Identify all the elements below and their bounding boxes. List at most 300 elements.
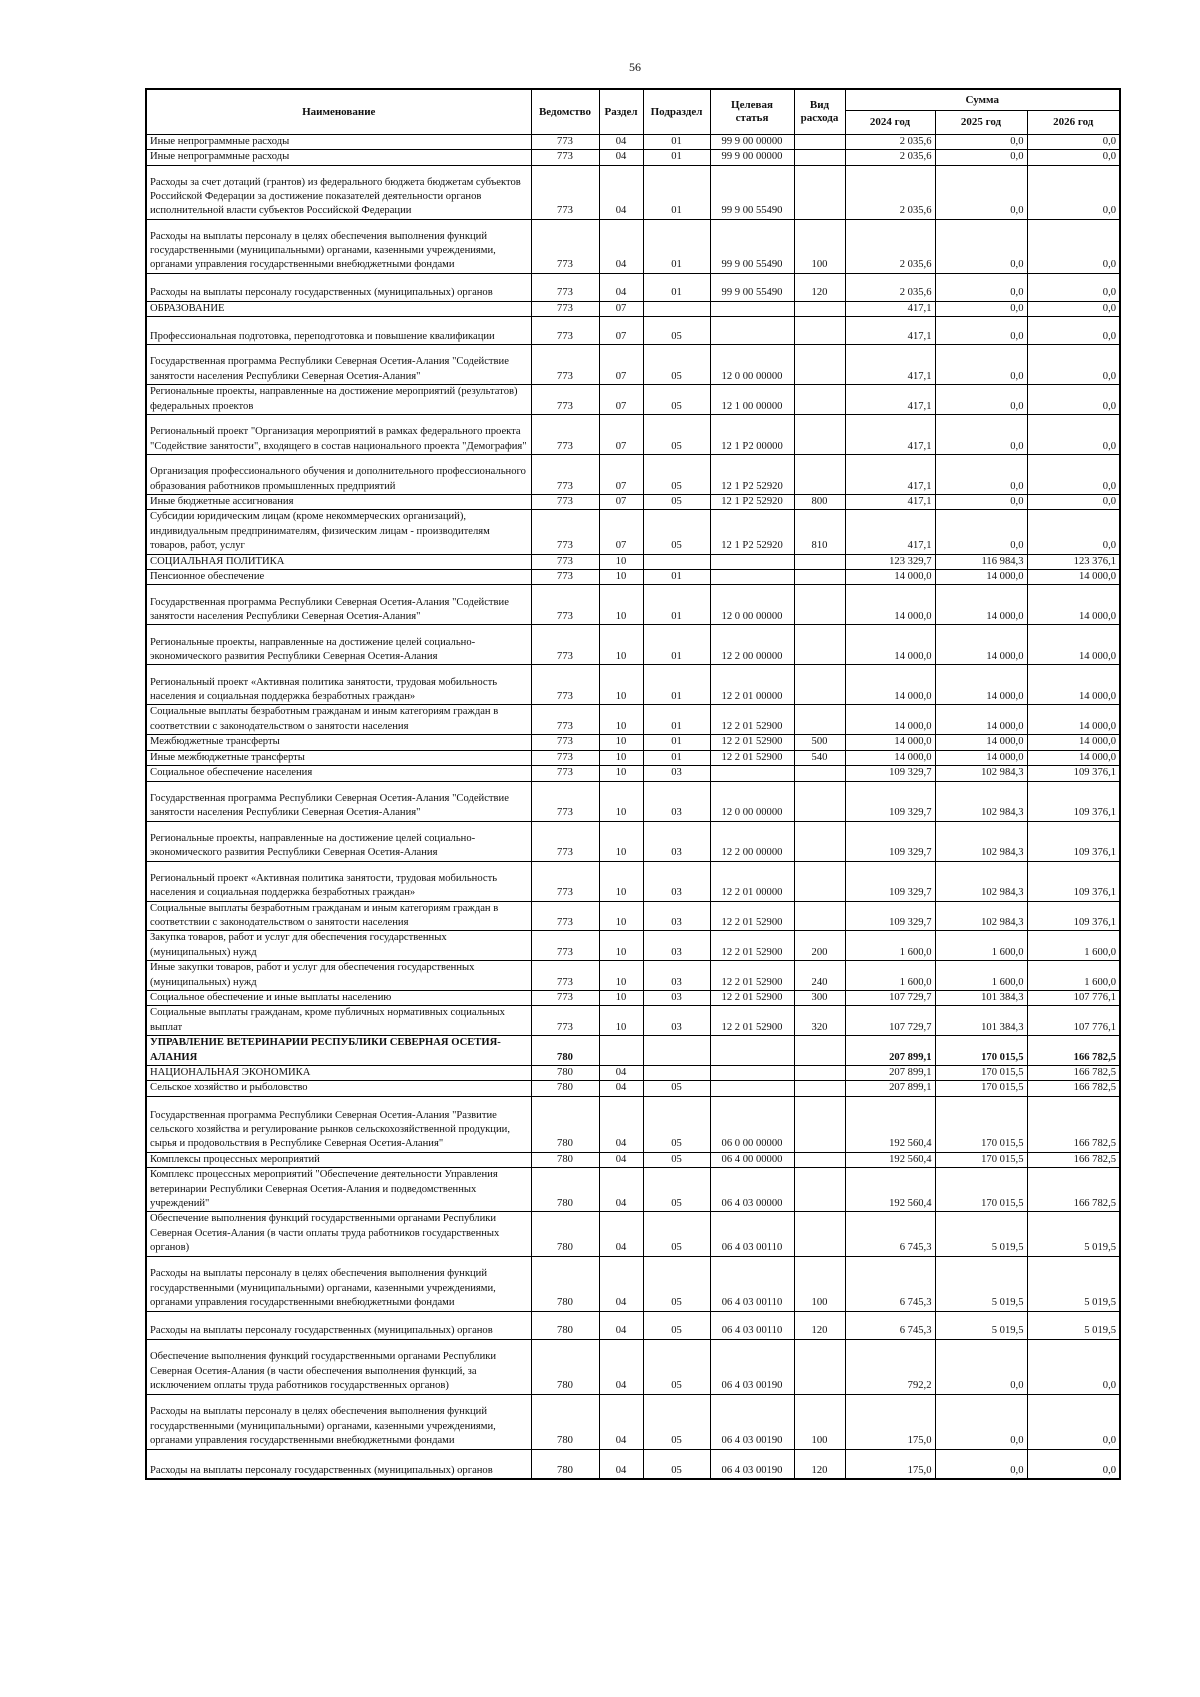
cell-dept: 773 bbox=[531, 781, 599, 821]
cell-kind bbox=[794, 345, 845, 385]
cell-target: 99 9 00 00000 bbox=[710, 135, 794, 150]
cell-dept: 773 bbox=[531, 861, 599, 901]
cell-target: 12 2 01 52900 bbox=[710, 901, 794, 931]
cell-target: 06 4 03 00190 bbox=[710, 1339, 794, 1394]
cell-sub: 05 bbox=[643, 1152, 710, 1167]
cell-sub: 03 bbox=[643, 1006, 710, 1036]
table-row bbox=[146, 1081, 1120, 1096]
cell-sub: 05 bbox=[643, 1168, 710, 1212]
cell-v2026: 109 376,1 bbox=[1027, 781, 1120, 821]
cell-v2024: 207 899,1 bbox=[845, 1036, 935, 1066]
cell-v2024: 109 329,7 bbox=[845, 861, 935, 901]
col-header-target: Целевая статья bbox=[710, 89, 794, 135]
table-row bbox=[146, 1065, 1120, 1080]
table-row bbox=[146, 705, 1120, 735]
cell-sec: 04 bbox=[599, 1168, 643, 1212]
col-header-section: Раздел bbox=[599, 89, 643, 135]
cell-target: 06 4 03 00190 bbox=[710, 1449, 794, 1479]
cell-v2025: 0,0 bbox=[935, 165, 1027, 219]
cell-v2025: 14 000,0 bbox=[935, 750, 1027, 765]
cell-target: 12 0 00 00000 bbox=[710, 345, 794, 385]
cell-v2025: 14 000,0 bbox=[935, 585, 1027, 625]
cell-kind: 300 bbox=[794, 990, 845, 1005]
cell-v2025: 14 000,0 bbox=[935, 665, 1027, 705]
cell-name: Региональные проекты, направленные на достижение целей социально-экономического развития Республики Северная Осетия-Алания bbox=[146, 625, 531, 665]
cell-name: НАЦИОНАЛЬНАЯ ЭКОНОМИКА bbox=[146, 1065, 531, 1080]
cell-v2025: 0,0 bbox=[935, 317, 1027, 345]
cell-v2025: 0,0 bbox=[935, 301, 1027, 316]
cell-dept: 780 bbox=[531, 1256, 599, 1311]
cell-v2026: 5 019,5 bbox=[1027, 1256, 1120, 1311]
cell-sec: 10 bbox=[599, 570, 643, 585]
cell-sub bbox=[643, 301, 710, 316]
cell-v2026: 166 782,5 bbox=[1027, 1065, 1120, 1080]
cell-sub: 05 bbox=[643, 455, 710, 495]
cell-sec: 10 bbox=[599, 931, 643, 961]
table-row bbox=[146, 625, 1120, 665]
cell-v2025: 0,0 bbox=[935, 415, 1027, 455]
cell-v2025: 0,0 bbox=[935, 273, 1027, 301]
cell-v2026: 1 600,0 bbox=[1027, 931, 1120, 961]
cell-kind bbox=[794, 585, 845, 625]
cell-sub: 03 bbox=[643, 990, 710, 1005]
cell-v2026: 5 019,5 bbox=[1027, 1311, 1120, 1339]
cell-v2025: 5 019,5 bbox=[935, 1212, 1027, 1256]
cell-sec: 04 bbox=[599, 1256, 643, 1311]
cell-v2026: 123 376,1 bbox=[1027, 554, 1120, 569]
cell-sub: 05 bbox=[643, 1256, 710, 1311]
cell-v2026: 166 782,5 bbox=[1027, 1152, 1120, 1167]
cell-target: 12 1 P2 00000 bbox=[710, 415, 794, 455]
cell-sub: 01 bbox=[643, 585, 710, 625]
cell-name: Региональные проекты, направленные на достижение мероприятий (результатов) федеральных проектов bbox=[146, 385, 531, 415]
cell-v2024: 417,1 bbox=[845, 455, 935, 495]
cell-target: 12 2 01 52900 bbox=[710, 931, 794, 961]
cell-v2026: 14 000,0 bbox=[1027, 705, 1120, 735]
col-header-dept: Ведомство bbox=[531, 89, 599, 135]
cell-v2026: 14 000,0 bbox=[1027, 570, 1120, 585]
col-header-2025: 2025 год bbox=[935, 111, 1027, 135]
table-row bbox=[146, 821, 1120, 861]
cell-dept: 780 bbox=[531, 1449, 599, 1479]
table-row bbox=[146, 510, 1120, 554]
cell-name: Обеспечение выполнения функций государственными органами Республики Северная Осетия-Алания (в части обеспечения выполнения функций, за исключением оплаты труда работников государственных органов) bbox=[146, 1339, 531, 1394]
cell-kind bbox=[794, 1081, 845, 1096]
col-header-kind: Вид расхода bbox=[794, 89, 845, 135]
cell-sec: 10 bbox=[599, 750, 643, 765]
table-row bbox=[146, 1339, 1120, 1394]
cell-v2025: 170 015,5 bbox=[935, 1152, 1027, 1167]
cell-v2024: 192 560,4 bbox=[845, 1168, 935, 1212]
cell-name: Иные бюджетные ассигнования bbox=[146, 495, 531, 510]
cell-target: 99 9 00 55490 bbox=[710, 219, 794, 273]
table-row bbox=[146, 861, 1120, 901]
cell-dept: 780 bbox=[531, 1339, 599, 1394]
cell-sub: 03 bbox=[643, 901, 710, 931]
cell-target bbox=[710, 317, 794, 345]
cell-sec: 04 bbox=[599, 1339, 643, 1394]
cell-kind bbox=[794, 150, 845, 165]
cell-sec: 10 bbox=[599, 1006, 643, 1036]
cell-target: 12 2 01 00000 bbox=[710, 665, 794, 705]
cell-v2024: 109 329,7 bbox=[845, 821, 935, 861]
cell-sub: 01 bbox=[643, 570, 710, 585]
col-header-2026: 2026 год bbox=[1027, 111, 1120, 135]
cell-sub: 05 bbox=[643, 1339, 710, 1394]
table-row bbox=[146, 301, 1120, 316]
table-body bbox=[146, 135, 1120, 1480]
cell-sub: 01 bbox=[643, 135, 710, 150]
cell-sec: 04 bbox=[599, 1311, 643, 1339]
cell-name: Расходы на выплаты персоналу государственных (муниципальных) органов bbox=[146, 1449, 531, 1479]
cell-v2026: 0,0 bbox=[1027, 1339, 1120, 1394]
cell-target bbox=[710, 1036, 794, 1066]
cell-dept: 773 bbox=[531, 510, 599, 554]
cell-target: 12 2 01 52900 bbox=[710, 750, 794, 765]
cell-sub: 03 bbox=[643, 766, 710, 781]
cell-sub bbox=[643, 554, 710, 569]
cell-name: ОБРАЗОВАНИЕ bbox=[146, 301, 531, 316]
cell-v2025: 102 984,3 bbox=[935, 821, 1027, 861]
cell-v2024: 109 329,7 bbox=[845, 766, 935, 781]
cell-v2026: 166 782,5 bbox=[1027, 1036, 1120, 1066]
cell-target: 12 2 01 52900 bbox=[710, 735, 794, 750]
cell-kind bbox=[794, 1168, 845, 1212]
cell-dept: 780 bbox=[531, 1311, 599, 1339]
cell-v2025: 102 984,3 bbox=[935, 781, 1027, 821]
cell-v2026: 166 782,5 bbox=[1027, 1096, 1120, 1152]
cell-v2026: 5 019,5 bbox=[1027, 1212, 1120, 1256]
cell-name: Комплекс процессных мероприятий "Обеспечение деятельности Управления ветеринарии Республики Северная Осетия-Алания и подведомственных учреждений" bbox=[146, 1168, 531, 1212]
cell-sec: 04 bbox=[599, 150, 643, 165]
cell-v2024: 417,1 bbox=[845, 301, 935, 316]
cell-kind bbox=[794, 317, 845, 345]
col-header-sum: Сумма bbox=[845, 89, 1120, 111]
cell-sub: 01 bbox=[643, 273, 710, 301]
cell-sec: 10 bbox=[599, 861, 643, 901]
cell-dept: 773 bbox=[531, 273, 599, 301]
cell-sec bbox=[599, 1036, 643, 1066]
cell-dept: 773 bbox=[531, 345, 599, 385]
cell-kind: 100 bbox=[794, 1256, 845, 1311]
table-row bbox=[146, 165, 1120, 219]
cell-sec: 04 bbox=[599, 273, 643, 301]
cell-v2024: 14 000,0 bbox=[845, 705, 935, 735]
cell-name: Расходы на выплаты персоналу государственных (муниципальных) органов bbox=[146, 1311, 531, 1339]
cell-v2025: 0,0 bbox=[935, 1449, 1027, 1479]
cell-kind: 120 bbox=[794, 1311, 845, 1339]
cell-dept: 780 bbox=[531, 1081, 599, 1096]
table-row bbox=[146, 990, 1120, 1005]
cell-kind bbox=[794, 1096, 845, 1152]
cell-sub: 05 bbox=[643, 415, 710, 455]
cell-v2024: 107 729,7 bbox=[845, 1006, 935, 1036]
table-row bbox=[146, 1096, 1120, 1152]
cell-v2024: 2 035,6 bbox=[845, 150, 935, 165]
cell-target: 06 0 00 00000 bbox=[710, 1096, 794, 1152]
cell-dept: 780 bbox=[531, 1394, 599, 1449]
cell-v2024: 14 000,0 bbox=[845, 625, 935, 665]
cell-sec: 10 bbox=[599, 901, 643, 931]
cell-kind bbox=[794, 861, 845, 901]
cell-v2024: 207 899,1 bbox=[845, 1065, 935, 1080]
cell-target: 12 1 00 00000 bbox=[710, 385, 794, 415]
cell-name: Государственная программа Республики Северная Осетия-Алания "Содействие занятости населения Республики Северная Осетия-Алания" bbox=[146, 781, 531, 821]
cell-name: Социальные выплаты безработным гражданам и иным категориям граждан в соответствии с законодательством о занятости населения bbox=[146, 705, 531, 735]
cell-sec: 04 bbox=[599, 165, 643, 219]
cell-target: 12 1 P2 52920 bbox=[710, 495, 794, 510]
cell-sub: 03 bbox=[643, 861, 710, 901]
table-row bbox=[146, 219, 1120, 273]
cell-dept: 773 bbox=[531, 705, 599, 735]
table-row bbox=[146, 345, 1120, 385]
cell-v2024: 6 745,3 bbox=[845, 1256, 935, 1311]
page-number: 56 bbox=[629, 60, 641, 74]
cell-sub: 03 bbox=[643, 781, 710, 821]
cell-dept: 780 bbox=[531, 1212, 599, 1256]
cell-sec: 07 bbox=[599, 385, 643, 415]
cell-v2025: 0,0 bbox=[935, 455, 1027, 495]
cell-v2024: 107 729,7 bbox=[845, 990, 935, 1005]
cell-kind: 100 bbox=[794, 1394, 845, 1449]
cell-kind bbox=[794, 1152, 845, 1167]
cell-sec: 10 bbox=[599, 781, 643, 821]
cell-sub: 01 bbox=[643, 219, 710, 273]
cell-v2026: 109 376,1 bbox=[1027, 861, 1120, 901]
cell-v2024: 14 000,0 bbox=[845, 585, 935, 625]
cell-v2025: 102 984,3 bbox=[935, 861, 1027, 901]
cell-target bbox=[710, 554, 794, 569]
cell-kind bbox=[794, 415, 845, 455]
table-row bbox=[146, 766, 1120, 781]
cell-dept: 773 bbox=[531, 415, 599, 455]
cell-name: Субсидии юридическим лицам (кроме некоммерческих организаций), индивидуальным предпринимателям, физическим лицам - производителям товаров, работ, услуг bbox=[146, 510, 531, 554]
cell-v2025: 14 000,0 bbox=[935, 735, 1027, 750]
cell-kind bbox=[794, 1212, 845, 1256]
cell-sec: 10 bbox=[599, 665, 643, 705]
cell-dept: 773 bbox=[531, 1006, 599, 1036]
cell-v2024: 417,1 bbox=[845, 510, 935, 554]
cell-sub: 01 bbox=[643, 735, 710, 750]
cell-v2026: 107 776,1 bbox=[1027, 1006, 1120, 1036]
cell-sub: 03 bbox=[643, 821, 710, 861]
cell-sub: 05 bbox=[643, 385, 710, 415]
table-row bbox=[146, 1394, 1120, 1449]
cell-v2025: 116 984,3 bbox=[935, 554, 1027, 569]
cell-dept: 773 bbox=[531, 766, 599, 781]
cell-sec: 07 bbox=[599, 345, 643, 385]
cell-name: Профессиональная подготовка, переподготовка и повышение квалификации bbox=[146, 317, 531, 345]
cell-name: Иные непрограммные расходы bbox=[146, 150, 531, 165]
cell-v2024: 192 560,4 bbox=[845, 1152, 935, 1167]
cell-name: Организация профессионального обучения и дополнительного профессионального образования работников промышленных предприятий bbox=[146, 455, 531, 495]
cell-sec: 07 bbox=[599, 301, 643, 316]
cell-dept: 773 bbox=[531, 990, 599, 1005]
cell-v2025: 0,0 bbox=[935, 345, 1027, 385]
table-row bbox=[146, 1152, 1120, 1167]
cell-sec: 04 bbox=[599, 1096, 643, 1152]
cell-dept: 773 bbox=[531, 385, 599, 415]
cell-v2026: 0,0 bbox=[1027, 1449, 1120, 1479]
cell-sub: 01 bbox=[643, 750, 710, 765]
cell-kind bbox=[794, 705, 845, 735]
cell-target: 12 1 P2 52920 bbox=[710, 455, 794, 495]
cell-v2024: 2 035,6 bbox=[845, 135, 935, 150]
table-row bbox=[146, 750, 1120, 765]
cell-name: СОЦИАЛЬНАЯ ПОЛИТИКА bbox=[146, 554, 531, 569]
table-row bbox=[146, 1006, 1120, 1036]
cell-v2024: 417,1 bbox=[845, 317, 935, 345]
table-row bbox=[146, 931, 1120, 961]
cell-v2025: 0,0 bbox=[935, 135, 1027, 150]
cell-v2025: 5 019,5 bbox=[935, 1256, 1027, 1311]
cell-target: 99 9 00 55490 bbox=[710, 165, 794, 219]
cell-name: Региональный проект «Активная политика занятости, трудовая мобильность населения и социальная поддержка безработных граждан» bbox=[146, 665, 531, 705]
cell-sub: 05 bbox=[643, 345, 710, 385]
table-row bbox=[146, 570, 1120, 585]
col-header-subsection: Подраздел bbox=[643, 89, 710, 135]
cell-dept: 773 bbox=[531, 821, 599, 861]
cell-v2024: 6 745,3 bbox=[845, 1311, 935, 1339]
cell-v2026: 14 000,0 bbox=[1027, 750, 1120, 765]
cell-name: Сельское хозяйство и рыболовство bbox=[146, 1081, 531, 1096]
cell-v2026: 0,0 bbox=[1027, 273, 1120, 301]
cell-v2024: 1 600,0 bbox=[845, 931, 935, 961]
cell-kind bbox=[794, 165, 845, 219]
cell-target: 99 9 00 00000 bbox=[710, 150, 794, 165]
cell-name: Иные закупки товаров, работ и услуг для обеспечения государственных (муниципальных) нужд bbox=[146, 961, 531, 991]
cell-sub: 05 bbox=[643, 317, 710, 345]
cell-name: УПРАВЛЕНИЕ ВЕТЕРИНАРИИ РЕСПУБЛИКИ СЕВЕРНАЯ ОСЕТИЯ-АЛАНИЯ bbox=[146, 1036, 531, 1066]
cell-v2026: 0,0 bbox=[1027, 219, 1120, 273]
cell-v2025: 170 015,5 bbox=[935, 1096, 1027, 1152]
cell-target: 06 4 03 00110 bbox=[710, 1311, 794, 1339]
cell-v2026: 109 376,1 bbox=[1027, 766, 1120, 781]
cell-v2026: 0,0 bbox=[1027, 455, 1120, 495]
cell-v2026: 1 600,0 bbox=[1027, 961, 1120, 991]
cell-target: 12 2 01 00000 bbox=[710, 861, 794, 901]
cell-sec: 04 bbox=[599, 1081, 643, 1096]
cell-v2025: 170 015,5 bbox=[935, 1065, 1027, 1080]
cell-kind bbox=[794, 554, 845, 569]
cell-sec: 10 bbox=[599, 625, 643, 665]
cell-sec: 10 bbox=[599, 961, 643, 991]
col-header-name: Наименование bbox=[146, 89, 531, 135]
cell-dept: 773 bbox=[531, 961, 599, 991]
cell-v2026: 0,0 bbox=[1027, 385, 1120, 415]
cell-kind bbox=[794, 901, 845, 931]
cell-name: Расходы на выплаты персоналу в целях обеспечения выполнения функций государственными (муниципальными) органами, казенными учреждениями, органами управления государственными внебюджетными фондами bbox=[146, 219, 531, 273]
cell-sub: 03 bbox=[643, 931, 710, 961]
cell-v2025: 0,0 bbox=[935, 1339, 1027, 1394]
cell-kind: 500 bbox=[794, 735, 845, 750]
cell-v2026: 14 000,0 bbox=[1027, 585, 1120, 625]
cell-v2024: 2 035,6 bbox=[845, 165, 935, 219]
cell-target bbox=[710, 301, 794, 316]
cell-v2026: 0,0 bbox=[1027, 415, 1120, 455]
cell-target bbox=[710, 570, 794, 585]
cell-target: 12 0 00 00000 bbox=[710, 781, 794, 821]
cell-v2024: 417,1 bbox=[845, 415, 935, 455]
cell-v2025: 170 015,5 bbox=[935, 1081, 1027, 1096]
cell-v2024: 123 329,7 bbox=[845, 554, 935, 569]
cell-v2025: 0,0 bbox=[935, 219, 1027, 273]
cell-v2026: 0,0 bbox=[1027, 150, 1120, 165]
cell-dept: 773 bbox=[531, 150, 599, 165]
cell-target: 06 4 03 00000 bbox=[710, 1168, 794, 1212]
cell-v2024: 2 035,6 bbox=[845, 273, 935, 301]
cell-target: 12 2 01 52900 bbox=[710, 705, 794, 735]
cell-sub: 01 bbox=[643, 150, 710, 165]
table-row bbox=[146, 781, 1120, 821]
cell-v2025: 5 019,5 bbox=[935, 1311, 1027, 1339]
cell-dept: 780 bbox=[531, 1036, 599, 1066]
table-row bbox=[146, 385, 1120, 415]
cell-v2025: 102 984,3 bbox=[935, 766, 1027, 781]
cell-sec: 07 bbox=[599, 495, 643, 510]
cell-v2024: 192 560,4 bbox=[845, 1096, 935, 1152]
cell-dept: 773 bbox=[531, 931, 599, 961]
cell-target: 99 9 00 55490 bbox=[710, 273, 794, 301]
table-row bbox=[146, 317, 1120, 345]
cell-v2026: 109 376,1 bbox=[1027, 901, 1120, 931]
cell-v2024: 1 600,0 bbox=[845, 961, 935, 991]
cell-target: 12 0 00 00000 bbox=[710, 585, 794, 625]
cell-kind: 100 bbox=[794, 219, 845, 273]
cell-target bbox=[710, 1065, 794, 1080]
cell-sub bbox=[643, 1036, 710, 1066]
cell-v2024: 14 000,0 bbox=[845, 570, 935, 585]
cell-dept: 773 bbox=[531, 665, 599, 705]
cell-name: Закупка товаров, работ и услуг для обеспечения государственных (муниципальных) нужд bbox=[146, 931, 531, 961]
cell-sec: 10 bbox=[599, 585, 643, 625]
cell-dept: 773 bbox=[531, 455, 599, 495]
cell-name: Социальные выплаты гражданам, кроме публичных нормативных социальных выплат bbox=[146, 1006, 531, 1036]
cell-dept: 773 bbox=[531, 570, 599, 585]
cell-dept: 780 bbox=[531, 1096, 599, 1152]
cell-name: Социальное обеспечение и иные выплаты населению bbox=[146, 990, 531, 1005]
cell-kind: 810 bbox=[794, 510, 845, 554]
cell-kind bbox=[794, 1036, 845, 1066]
cell-name: Расходы на выплаты персоналу в целях обеспечения выполнения функций государственными (муниципальными) органами, казенными учреждениями, органами управления государственными внебюджетными фондами bbox=[146, 1394, 531, 1449]
cell-sec: 10 bbox=[599, 821, 643, 861]
table-row bbox=[146, 415, 1120, 455]
cell-v2026: 0,0 bbox=[1027, 495, 1120, 510]
cell-kind bbox=[794, 301, 845, 316]
cell-v2024: 14 000,0 bbox=[845, 665, 935, 705]
cell-kind bbox=[794, 625, 845, 665]
table-row bbox=[146, 1256, 1120, 1311]
cell-name: Региональный проект «Активная политика занятости, трудовая мобильность населения и социальная поддержка безработных граждан» bbox=[146, 861, 531, 901]
cell-sub: 05 bbox=[643, 1311, 710, 1339]
cell-kind: 540 bbox=[794, 750, 845, 765]
cell-v2025: 1 600,0 bbox=[935, 961, 1027, 991]
cell-dept: 773 bbox=[531, 317, 599, 345]
cell-dept: 773 bbox=[531, 301, 599, 316]
cell-sub: 01 bbox=[643, 625, 710, 665]
cell-name: Расходы на выплаты персоналу в целях обеспечения выполнения функций государственными (муниципальными) органами, казенными учреждениями, органами управления государственными внебюджетными фондами bbox=[146, 1256, 531, 1311]
cell-target: 06 4 03 00110 bbox=[710, 1256, 794, 1311]
cell-v2024: 14 000,0 bbox=[845, 750, 935, 765]
cell-sec: 10 bbox=[599, 766, 643, 781]
cell-kind bbox=[794, 135, 845, 150]
cell-v2026: 0,0 bbox=[1027, 1394, 1120, 1449]
cell-dept: 773 bbox=[531, 219, 599, 273]
cell-sec: 07 bbox=[599, 510, 643, 554]
cell-sec: 04 bbox=[599, 135, 643, 150]
col-header-2024: 2024 год bbox=[845, 111, 935, 135]
table-row bbox=[146, 273, 1120, 301]
